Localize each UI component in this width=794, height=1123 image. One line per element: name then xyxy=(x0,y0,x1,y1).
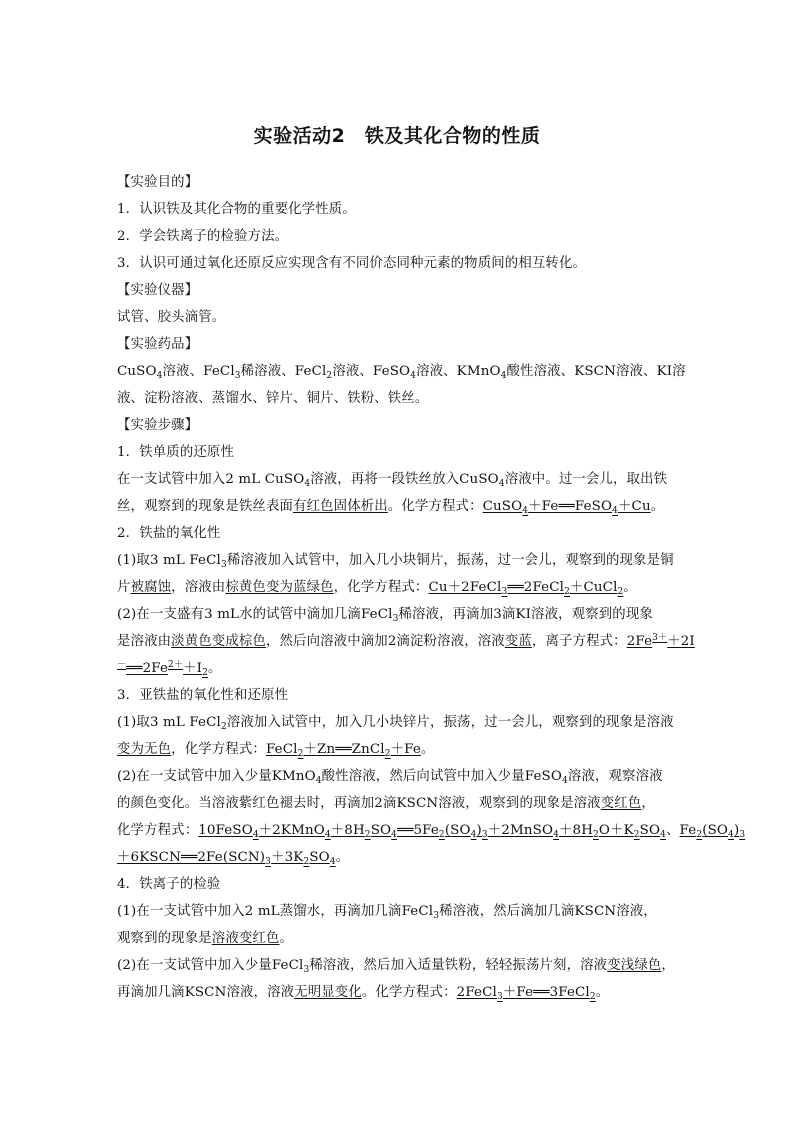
answer-text: ＋8H xyxy=(330,823,365,838)
answer-text: 3 xyxy=(739,830,746,840)
line-text: 溶液、KMnO xyxy=(416,364,501,379)
text-line xyxy=(117,416,198,436)
text-line xyxy=(117,308,225,328)
answer-text: 2 xyxy=(589,992,596,1002)
answer-text: 4 xyxy=(324,830,331,840)
page-title: 实验活动2 铁及其化合物的性质 xyxy=(253,125,541,147)
answer-text: ＋3K xyxy=(271,850,304,865)
answer-text: Fe xyxy=(679,823,697,838)
answer-text: 4 xyxy=(522,506,529,516)
text-line xyxy=(117,659,222,679)
text-line xyxy=(117,173,198,193)
line-text: 液、淀粉溶液、蒸馏水、锌片、铜片、铁粉、铁丝。 xyxy=(117,391,429,406)
answer-text: 2FeCl xyxy=(456,985,497,1000)
answer-text: 2 xyxy=(384,749,391,759)
answer-text: ＋8H xyxy=(558,823,594,838)
answer-text: SO xyxy=(309,850,330,865)
answer-text: ＋2MnSO xyxy=(487,823,554,838)
line-text: 4 xyxy=(410,371,417,381)
line-text: 2．铁盐的氧化性 xyxy=(117,526,221,541)
line-text: 【实验步骤】 xyxy=(117,418,199,433)
line-text: 【实验药品】 xyxy=(117,337,199,352)
text-line xyxy=(117,794,655,814)
text-line xyxy=(117,227,288,247)
line-text: ，然后向溶液中滴加2滴淀粉溶液，溶液 xyxy=(265,634,505,649)
line-text: 2 xyxy=(220,722,227,732)
text-line xyxy=(117,848,349,868)
line-text: 溶液、FeSO xyxy=(332,364,411,379)
answer-text: ＋Cu xyxy=(618,499,651,514)
answer-text: ＋Zn══ZnCl xyxy=(303,742,385,757)
answer-text: (SO xyxy=(444,823,471,838)
line-text: CuSO xyxy=(117,364,157,379)
line-text: 稀溶液、FeCl xyxy=(240,364,327,379)
text-line xyxy=(117,767,663,787)
line-text: 3 xyxy=(433,911,440,921)
text-line xyxy=(117,524,220,544)
answer-text: Cu＋2FeCl xyxy=(428,580,502,595)
line-text: 溶液中。过一会儿，取出铁 xyxy=(504,472,668,487)
line-text: 4 xyxy=(315,776,322,786)
answer-text: 被腐蚀 xyxy=(130,580,172,595)
answer-text: 3 xyxy=(496,992,503,1002)
line-text: 再滴加几滴KSCN溶液，溶液 xyxy=(117,985,295,1000)
answer-text: 4 xyxy=(252,830,259,840)
line-text: ，溶液由 xyxy=(171,580,226,595)
answer-text: ＋CuCl xyxy=(569,580,618,595)
answer-text: 4 xyxy=(329,857,336,867)
answer-text: 2 xyxy=(438,830,445,840)
line-text: 稀溶液，然后滴加几滴KSCN溶液， xyxy=(439,904,657,919)
line-text: 、 xyxy=(665,823,680,838)
answer-text: 3 xyxy=(265,857,272,867)
line-text: 3．认识可通过氧化还原反应实现含有不同价态同种元素的物质间的相互转化。 xyxy=(117,256,587,271)
answer-text: 2 xyxy=(696,830,703,840)
line-text: 酸性溶液、KSCN溶液、KI溶 xyxy=(506,364,686,379)
answer-text: ＋Fe xyxy=(390,742,421,757)
line-text: 1．铁单质的还原性 xyxy=(117,445,234,460)
line-text: 4 xyxy=(498,479,505,489)
line-text: 溶液、FeCl xyxy=(162,364,235,379)
line-text: 3 xyxy=(220,560,227,570)
answer-text: 10FeSO xyxy=(198,823,253,838)
text-line xyxy=(117,605,653,625)
answer-text: ＋2KMnO xyxy=(258,823,325,838)
answer-text: ＋Fe══FeSO xyxy=(528,499,613,514)
text-line xyxy=(117,821,745,841)
text-line xyxy=(117,713,674,733)
line-text: 。 xyxy=(623,580,637,595)
text-line xyxy=(117,632,695,652)
line-text: ，离子方程式： xyxy=(531,634,627,649)
line-text: (1)在一支试管中加入2 mL蒸馏水，再滴加几滴FeCl xyxy=(117,904,434,919)
line-text: 稀溶液，然后加入适量铁粉，轻轻振荡片刻，溶液 xyxy=(309,958,608,973)
text-line xyxy=(117,983,609,1003)
text-line xyxy=(117,551,674,571)
answer-text: 2 xyxy=(564,587,570,597)
line-text: 4 xyxy=(304,479,311,489)
line-text: 片 xyxy=(117,580,131,595)
answer-text: 4 xyxy=(612,506,619,516)
answer-text: 变为无色 xyxy=(117,742,172,757)
line-text: 观察到的现象是 xyxy=(117,931,212,946)
line-text: 丝，观察到的现象是铁丝表面 xyxy=(117,499,294,514)
line-text: 4．铁离子的检验 xyxy=(117,877,221,892)
line-text: 稀溶液加入试管中，加入几小块铜片，振荡，过一会儿，观察到的现象是铜 xyxy=(226,553,674,568)
answer-text: 2 xyxy=(633,830,640,840)
text-line xyxy=(117,281,198,301)
answer-text: 变浅绿色 xyxy=(607,958,662,973)
line-text: 溶液加入试管中，加入几小块锌片，振荡，过一会儿，观察到的现象是溶液 xyxy=(226,715,674,730)
line-text: ， xyxy=(641,796,655,811)
line-text: ，化学方程式： xyxy=(171,742,266,757)
line-text: 1．认识铁及其化合物的重要化学性质。 xyxy=(117,202,356,217)
answer-text: 2 xyxy=(303,857,310,867)
answer-text: 3＋ xyxy=(652,633,668,643)
answer-text: 4 xyxy=(391,830,398,840)
line-text: (2)在一支试管中加入少量KMnO xyxy=(117,769,316,784)
answer-text: SO xyxy=(370,823,392,838)
answer-text: 3 xyxy=(481,830,488,840)
text-line xyxy=(117,254,586,274)
answer-text: ══2FeCl xyxy=(507,580,565,595)
text-line xyxy=(117,875,220,895)
answer-text: 2 xyxy=(297,749,304,759)
answer-text: 溶液变红色 xyxy=(211,931,280,946)
line-text: 4 xyxy=(561,776,568,786)
answer-text: 淡黄色变成棕色 xyxy=(171,634,266,649)
line-text: 。 xyxy=(207,661,222,676)
line-text: 2 xyxy=(326,371,333,381)
line-text: (1)取3 mL FeCl xyxy=(117,553,221,568)
text-line xyxy=(117,443,234,463)
line-text: 的颜色变化。当溶液紫红色褪去时，再滴加2滴KSCN溶液，观察到的现象是溶液 xyxy=(117,796,601,811)
answer-text: ══2Fe xyxy=(126,661,169,676)
answer-text: SO xyxy=(639,823,661,838)
answer-text: 2 xyxy=(593,830,599,840)
answer-text: ＋I xyxy=(183,661,203,676)
text-line xyxy=(117,362,686,382)
line-text: (2)在一支盛有3 mL水的试管中滴加几滴FeCl xyxy=(117,607,393,622)
line-text: 3 xyxy=(392,614,399,624)
answer-text: ) xyxy=(733,823,740,838)
text-line xyxy=(117,578,637,598)
line-text: 【实验目的】 xyxy=(117,175,199,190)
line-text: 溶液，再将一段铁丝放入CuSO xyxy=(310,472,499,487)
answer-text: 2 xyxy=(364,830,371,840)
answer-text: O＋K xyxy=(598,823,634,838)
line-text: 试管、胶头滴管。 xyxy=(117,310,226,325)
line-text: 。 xyxy=(335,850,350,865)
answer-text: FeCl xyxy=(265,742,298,757)
text-line xyxy=(117,956,675,976)
answer-text: 有红色固体析出 xyxy=(293,499,388,514)
answer-text: 2 xyxy=(202,668,208,678)
answer-text: 2＋ xyxy=(168,660,184,670)
answer-text: ＋Fe══3FeCl xyxy=(502,985,590,1000)
line-text: 。 xyxy=(595,985,610,1000)
answer-text: 2Fe xyxy=(626,634,653,649)
text-line xyxy=(117,470,667,490)
text-line xyxy=(117,389,428,409)
answer-text: ＋2I xyxy=(667,634,695,649)
answer-text: (SO xyxy=(702,823,729,838)
answer-text: 无明显变化 xyxy=(294,985,362,1000)
answer-text: 4 xyxy=(660,830,666,840)
line-text: 稀溶液，再滴加3滴KI溶液，观察到的现象 xyxy=(398,607,653,622)
line-text: 化学方程式： xyxy=(117,823,199,838)
answer-text: － xyxy=(117,660,127,670)
line-text: 【实验仪器】 xyxy=(117,283,199,298)
line-text: (1)取3 mL FeCl xyxy=(117,715,221,730)
answer-text: 棕黄色变为蓝绿色 xyxy=(225,580,334,595)
line-text: 在一支试管中加入2 mL CuSO xyxy=(117,472,305,487)
answer-text: 3 xyxy=(501,587,508,597)
text-line xyxy=(117,740,435,760)
line-text: 是溶液由 xyxy=(117,634,172,649)
answer-text: 变蓝 xyxy=(504,634,532,649)
answer-text: 4 xyxy=(470,830,477,840)
line-text: (2)在一支试管中加入少量FeCl xyxy=(117,958,304,973)
text-line xyxy=(117,200,356,220)
answer-text: ══5Fe xyxy=(397,823,439,838)
text-line xyxy=(117,497,664,517)
answer-text: 4 xyxy=(728,830,734,840)
line-text: 。化学方程式： xyxy=(361,985,457,1000)
line-text: 。化学方程式： xyxy=(387,499,483,514)
line-text: 4 xyxy=(500,371,507,381)
line-text: 4 xyxy=(156,371,163,381)
line-text: 。 xyxy=(420,742,435,757)
answer-text: 变红色 xyxy=(600,796,642,811)
line-text: 溶液，观察溶液 xyxy=(567,769,663,784)
text-line xyxy=(117,686,288,706)
line-text: 2．学会铁离子的检验方法。 xyxy=(117,229,289,244)
line-text: 3 xyxy=(303,965,310,975)
line-text: 。 xyxy=(650,499,665,514)
line-text: 3 xyxy=(234,371,241,381)
text-line xyxy=(117,335,198,355)
answer-text: ＋6KSCN══2Fe(SCN) xyxy=(117,850,266,865)
line-text: ，化学方程式： xyxy=(333,580,429,595)
line-text: 3．亚铁盐的氧化性和还原性 xyxy=(117,688,289,703)
line-text: 。 xyxy=(279,931,294,946)
answer-text: CuSO xyxy=(482,499,523,514)
line-text: 酸性溶液，然后向试管中加入少量FeSO xyxy=(321,769,562,784)
line-text: ， xyxy=(661,958,675,973)
answer-text: ) xyxy=(476,823,482,838)
answer-text: 2 xyxy=(617,587,624,597)
text-line xyxy=(117,902,657,922)
text-line xyxy=(117,929,293,949)
answer-text: 4 xyxy=(553,830,559,840)
